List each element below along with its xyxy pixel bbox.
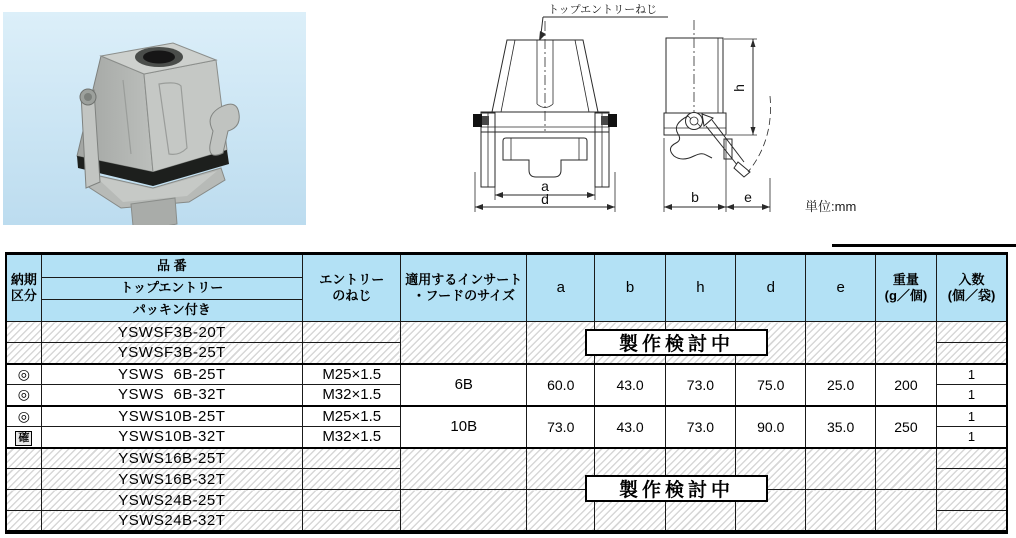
qty-cell <box>937 490 1007 511</box>
dim-e-cell <box>806 448 875 490</box>
part-number-cell: YSWS24B-25T <box>41 490 302 511</box>
spec-table <box>5 252 1008 534</box>
catch-plate <box>724 139 732 159</box>
qty-label-2: (個／袋) <box>947 288 996 303</box>
part-number-cell: YSWS 6B-25T <box>41 364 302 385</box>
weight-cell: 200 <box>875 364 936 406</box>
col-dim-b: b <box>595 254 665 322</box>
qty-cell <box>937 322 1007 343</box>
col-dim-e: e <box>806 254 875 322</box>
table-row <box>6 490 1007 511</box>
part-number-cell: YSWSF3B-25T <box>41 343 302 364</box>
qty-cell <box>937 511 1007 532</box>
spec-table-wrap <box>5 252 1009 534</box>
size-cell: 6B <box>401 364 527 406</box>
screw-cell <box>302 469 400 490</box>
qty-cell: 1 <box>937 427 1007 448</box>
screw-label-2: のねじ <box>332 288 372 303</box>
latch-pivot <box>686 113 714 130</box>
qty-cell <box>937 343 1007 364</box>
qty-cell <box>937 448 1007 469</box>
dim-a-cell: 60.0 <box>527 364 595 406</box>
left-bolt <box>473 114 482 127</box>
page-rule-fragment <box>832 244 1016 247</box>
size-label-2: ・フードのサイズ <box>412 288 516 303</box>
part-number-title: 品 番 <box>157 257 187 273</box>
part-number-cell: YSWS16B-32T <box>41 469 302 490</box>
screw-cell: M32×1.5 <box>302 427 400 448</box>
delivery-mark <box>6 511 41 532</box>
confirmed-badge: 確 <box>15 431 32 446</box>
screw-cell: M25×1.5 <box>302 364 400 385</box>
screw-label-1: エントリー <box>319 271 385 287</box>
col-entry-screw <box>302 254 400 322</box>
col-part-number <box>41 254 302 322</box>
screw-cell: M25×1.5 <box>302 406 400 427</box>
col-dim-h: h <box>665 254 735 322</box>
dim-b-cell: 43.0 <box>595 406 665 448</box>
delivery-mark <box>6 490 41 511</box>
screw-cell <box>302 448 400 469</box>
col-dim-a: a <box>527 254 595 322</box>
part-number-cell: YSWSF3B-20T <box>41 322 302 343</box>
top-entry-label: トップエントリーねじ <box>548 4 658 16</box>
svg-text:h: h <box>731 84 747 92</box>
delivery-mark <box>6 322 41 343</box>
dim-e-cell <box>806 490 875 532</box>
dimension-e <box>726 178 770 212</box>
screw-cell <box>302 511 400 532</box>
hood-side-outline <box>666 38 723 113</box>
delivery-mark <box>6 469 41 490</box>
front-view-drawing <box>455 0 675 235</box>
size-cell <box>401 448 527 490</box>
unit-label: 単位:mm <box>805 199 857 214</box>
svg-text:e: e <box>744 189 752 205</box>
delivery-mark <box>6 448 41 469</box>
dim-e-cell <box>806 322 875 364</box>
part-number-cell: YSWS 6B-32T <box>41 385 302 406</box>
qty-cell: 1 <box>937 364 1007 385</box>
status-note-box: 製作検討中 <box>585 329 768 356</box>
screw-cell <box>302 490 400 511</box>
weight-cell: 250 <box>875 406 936 448</box>
cable-clamp <box>503 138 587 177</box>
part-number-cell: YSWS16B-25T <box>41 448 302 469</box>
part-number-sub2: パッキン付き <box>42 299 302 321</box>
hood-body <box>77 43 229 186</box>
dim-d-cell: 75.0 <box>736 364 806 406</box>
weight-label-2: (g／個) <box>884 288 928 303</box>
table-row <box>6 406 1007 427</box>
size-cell <box>401 490 527 532</box>
table-row <box>6 322 1007 343</box>
svg-text:a: a <box>541 178 549 194</box>
part-number-cell: YSWS10B-25T <box>41 406 302 427</box>
qty-label-1: 入数 <box>958 271 985 287</box>
qty-cell: 1 <box>937 385 1007 406</box>
screw-cell <box>302 322 400 343</box>
table-row <box>6 364 1007 385</box>
col-weight <box>875 254 936 322</box>
dimension-b <box>664 138 726 212</box>
col-insert-size <box>401 254 527 322</box>
size-cell: 10B <box>401 406 527 448</box>
screw-cell: M32×1.5 <box>302 385 400 406</box>
weight-cell <box>875 448 936 490</box>
part-number-sub1: トップエントリー <box>42 277 302 299</box>
weight-cell <box>875 322 936 364</box>
dim-h-cell: 73.0 <box>665 364 735 406</box>
col-dim-d: d <box>736 254 806 322</box>
side-view-drawing <box>658 0 828 235</box>
delivery-mark: ◎ <box>6 406 41 427</box>
header-row <box>6 254 1007 322</box>
delivery-label-2: 区分 <box>10 288 37 303</box>
col-qty <box>937 254 1007 322</box>
right-bolt <box>608 114 617 127</box>
dim-b-cell: 43.0 <box>595 364 665 406</box>
dim-h-cell: 73.0 <box>665 406 735 448</box>
dim-e-cell: 35.0 <box>806 406 875 448</box>
qty-cell: 1 <box>937 406 1007 427</box>
dim-a-cell: 73.0 <box>527 406 595 448</box>
qty-cell <box>937 469 1007 490</box>
status-note-box: 製作検討中 <box>585 475 768 502</box>
product-photo <box>3 12 306 225</box>
dimension-h <box>724 39 757 135</box>
weight-label-1: 重量 <box>892 271 919 287</box>
size-label-1: 適用するインサート <box>405 271 523 287</box>
table-row <box>6 448 1007 469</box>
part-number-cell: YSWS10B-32T <box>41 427 302 448</box>
dim-e-cell: 25.0 <box>806 364 875 406</box>
part-number-cell: YSWS24B-32T <box>41 511 302 532</box>
weight-cell <box>875 490 936 532</box>
delivery-mark: ◎ <box>6 364 41 385</box>
col-delivery <box>6 254 41 322</box>
delivery-mark <box>6 427 41 448</box>
size-cell <box>401 322 527 364</box>
delivery-label-1: 納期 <box>10 271 37 287</box>
svg-text:b: b <box>691 189 699 205</box>
delivery-mark <box>6 343 41 364</box>
delivery-mark: ◎ <box>6 385 41 406</box>
dim-d-cell: 90.0 <box>736 406 806 448</box>
svg-text:d: d <box>541 191 549 207</box>
screw-cell <box>302 343 400 364</box>
